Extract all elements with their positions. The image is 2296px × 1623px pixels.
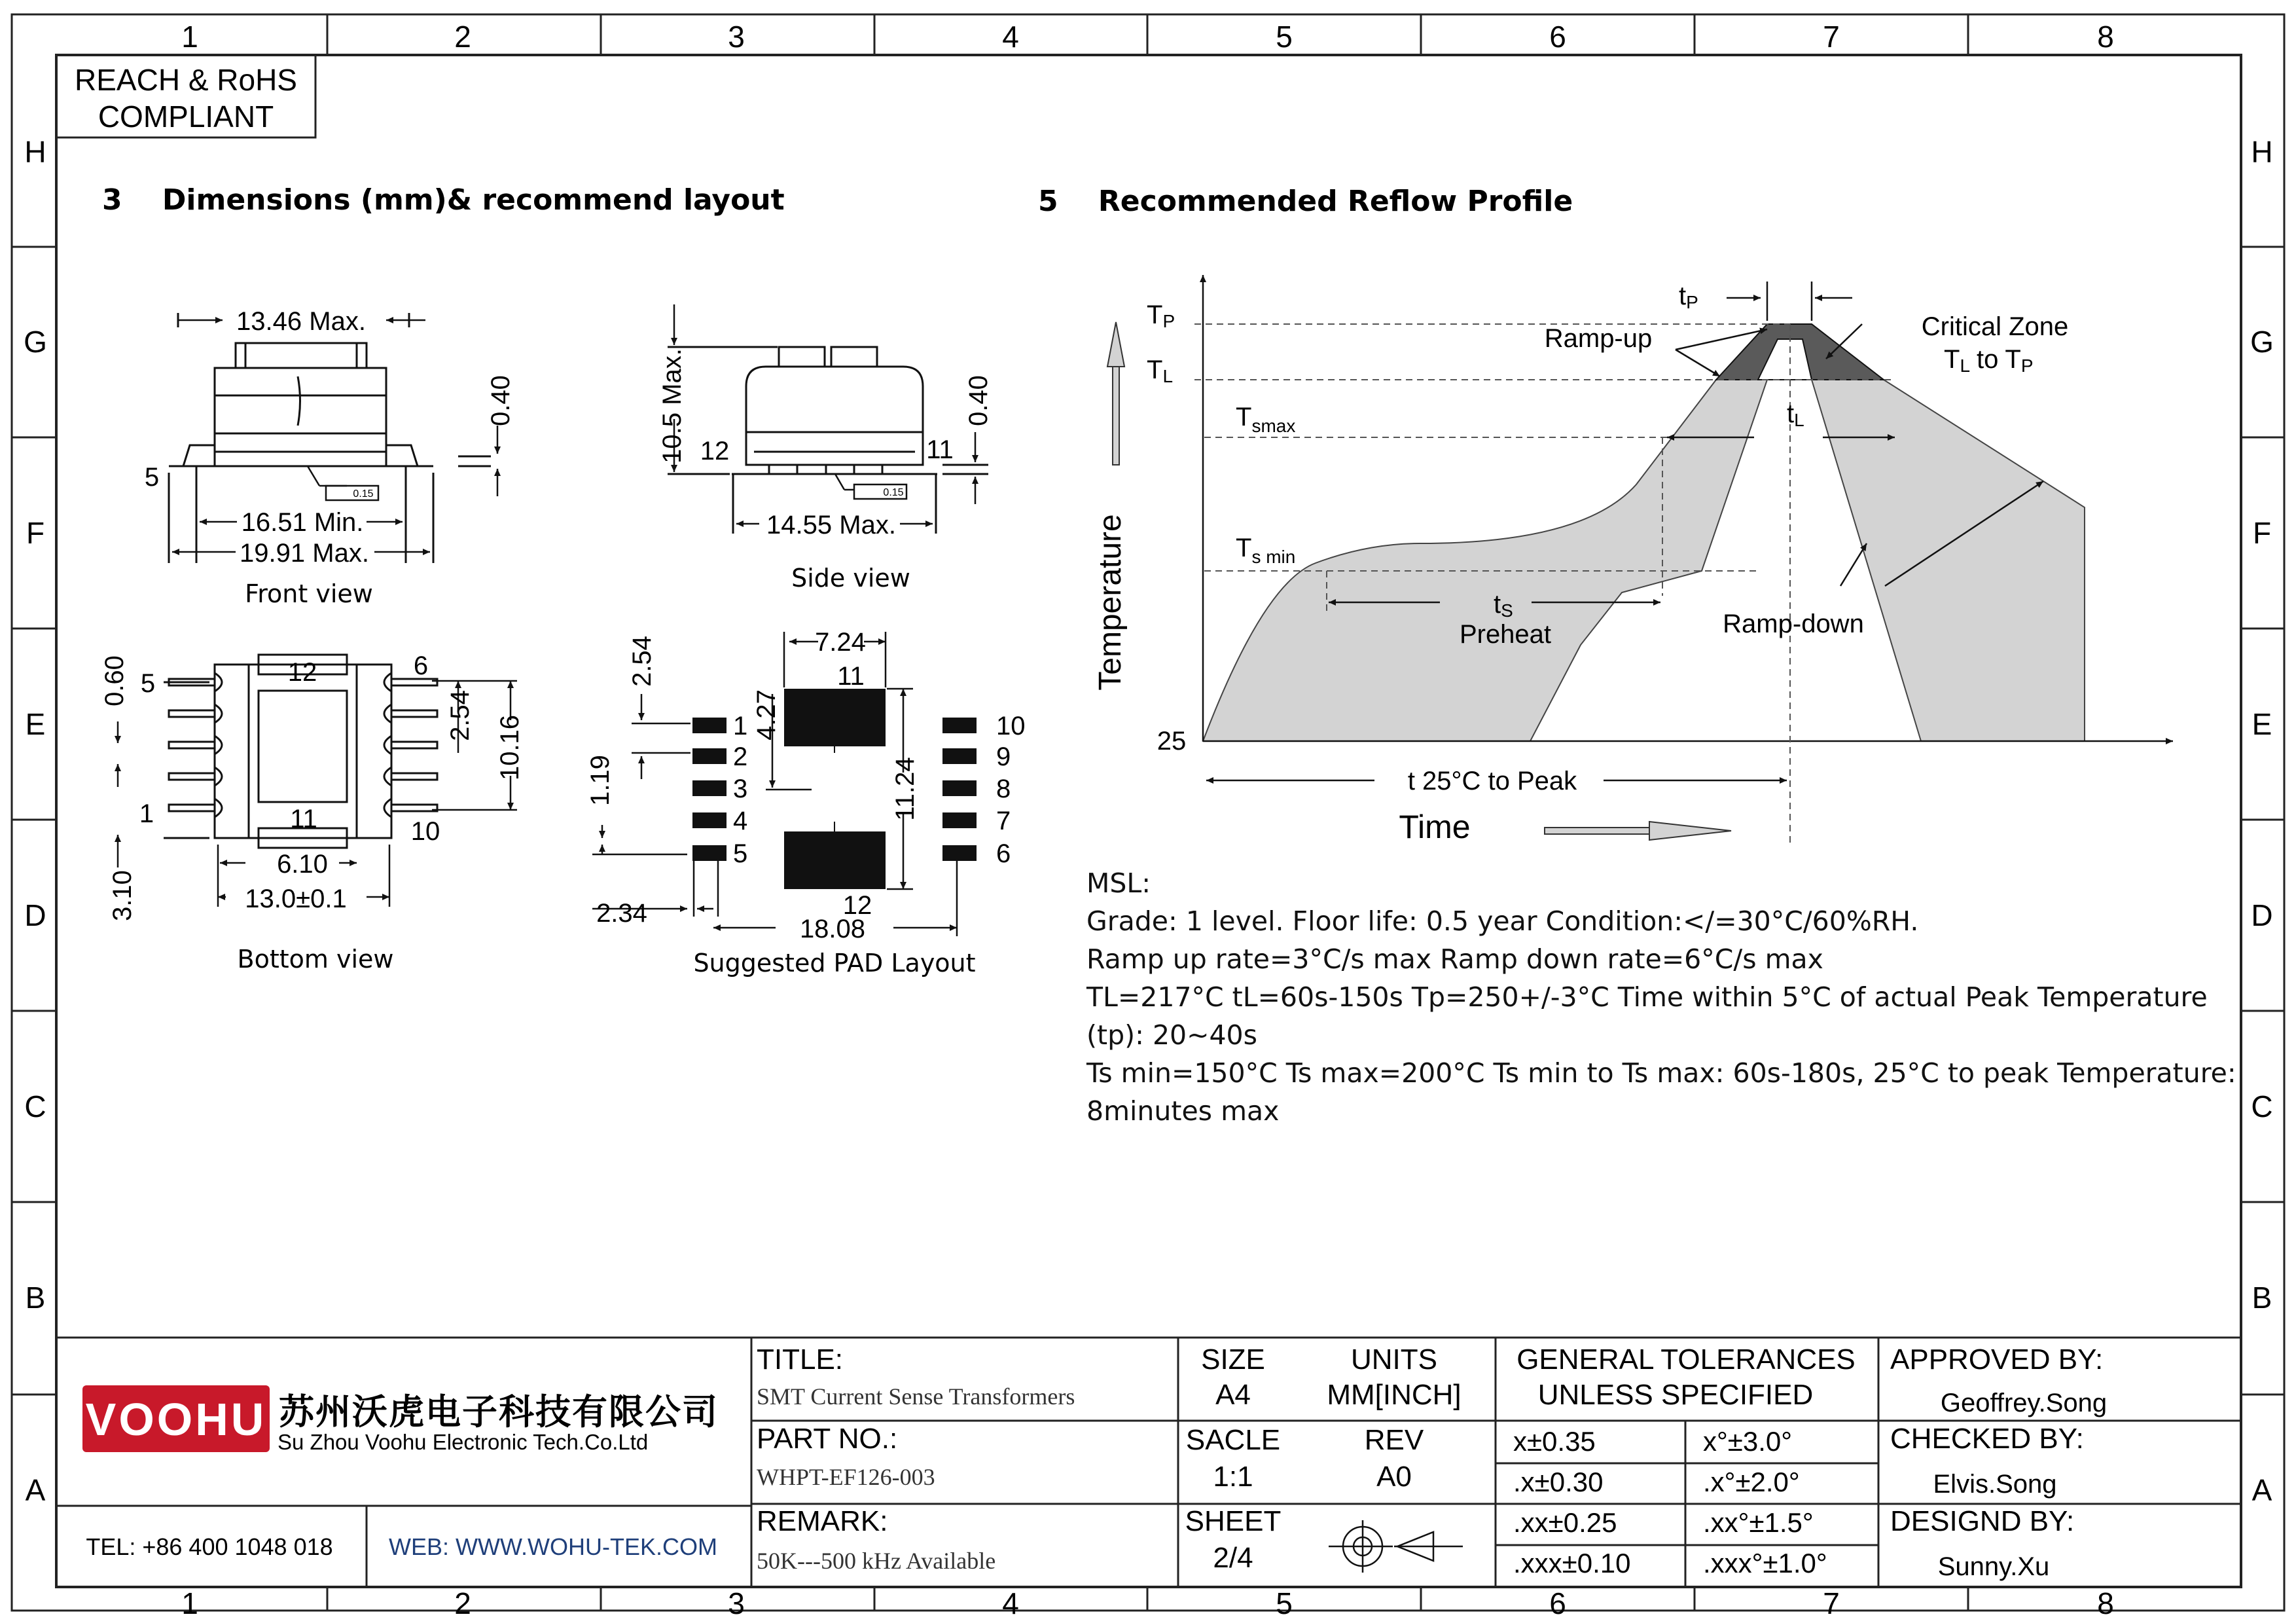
tsmax-sub: smax: [1251, 416, 1296, 436]
t25-peak-label: t 25°C to Peak: [1407, 767, 1577, 795]
tsmin-label: T: [1236, 534, 1252, 562]
svg-text:tL: [1787, 399, 1804, 430]
bottom-view-text: [100, 651, 524, 974]
tolerance-linear: .xx±0.25: [1513, 1507, 1617, 1538]
row-label-left: A: [25, 1473, 46, 1507]
row-label-right: H: [2251, 135, 2273, 169]
website[interactable]: WEB: WWW.WOHU-TEK.COM: [389, 1533, 717, 1560]
title-value: SMT Current Sense Transformers: [757, 1383, 1075, 1410]
remark-value: 50K---500 kHz Available: [757, 1548, 996, 1574]
row-label-left: F: [26, 516, 45, 550]
msl-line-6: Ts min=150°C Ts max=200°C Ts min to Ts max: 60s-180s, 25°C to peak Temperature:: [1086, 1057, 2236, 1089]
col-label-bottom: 8: [2097, 1586, 2114, 1620]
ts-sub: S: [1501, 600, 1513, 621]
tsmin-sub: s min: [1251, 547, 1296, 567]
section5-title: 5 Recommended Reflow Profile: [1038, 185, 1573, 218]
row-labels-left: [24, 135, 47, 1507]
t25-label: 25: [1157, 727, 1187, 756]
pad-right: [942, 718, 977, 733]
pad-right: [942, 812, 977, 828]
front-pin-5: 5: [144, 463, 160, 492]
row-label-right: D: [2251, 898, 2273, 932]
tl-axis: T: [1147, 356, 1163, 384]
badge-line1: REACH & RoHS: [75, 63, 297, 97]
checked-value: Elvis.Song: [1933, 1470, 2057, 1499]
side-dim-width: 14.55 Max.: [766, 511, 896, 539]
part-value: WHPT-EF126-003: [757, 1464, 935, 1490]
pad-dim-1124: 11.24: [891, 757, 920, 821]
row-label-left: E: [25, 707, 46, 741]
col-label-top: 2: [454, 20, 471, 54]
critical-zone-label: Critical Zone: [1921, 312, 2069, 341]
row-label-right: F: [2252, 516, 2272, 550]
col-label-top: 4: [1002, 20, 1019, 54]
msl-line-5: (tp): 20~40s: [1086, 1019, 1257, 1051]
bottom-pin-5: 5: [140, 669, 156, 698]
company-name-cn: 苏州沃虎电子科技有限公司: [279, 1393, 719, 1432]
tolerance-linear: .x±0.30: [1513, 1467, 1604, 1497]
remark-label: REMARK:: [757, 1505, 888, 1537]
bottom-pin-6: 6: [413, 651, 429, 680]
row-label-right: A: [2251, 1473, 2272, 1507]
bottom-dim-254: 2.54: [446, 690, 475, 741]
col-label-bottom: 1: [181, 1586, 198, 1620]
front-view-caption: Front view: [245, 579, 373, 608]
svg-text:Ts min: [1236, 534, 1295, 567]
col-label-bottom: 6: [1549, 1586, 1566, 1620]
pad-11: [784, 689, 886, 746]
front-dim-min: 16.51 Min.: [241, 508, 364, 537]
msl-line-4: TL=217°C tL=60s-150s Tp=250+/-3°C Time within 5°C of actual Peak Temperature: [1086, 981, 2208, 1013]
col-label-top: 1: [181, 20, 198, 54]
pad-left: [692, 845, 726, 861]
company-name-en: Su Zhou Voohu Electronic Tech.Co.Ltd: [278, 1430, 649, 1454]
critical-to: to: [1977, 345, 1999, 374]
designed-label: DESIGND BY:: [1890, 1505, 2075, 1537]
col-label-bottom: 2: [454, 1586, 471, 1620]
designed-value: Sunny.Xu: [1937, 1552, 2050, 1581]
size-value: A4: [1215, 1379, 1251, 1411]
pad-number-left: 3: [733, 775, 748, 803]
pad-left: [692, 748, 726, 764]
sheet-label: SHEET: [1185, 1505, 1282, 1537]
svg-text:TP: [1147, 301, 1175, 331]
compliance-badge: [56, 55, 315, 137]
pad-number-left: 2: [733, 742, 748, 771]
time-axis-label: Time: [1399, 809, 1471, 845]
bottom-dim-310: 3.10: [108, 870, 137, 921]
front-dim-max: 19.91 Max.: [240, 539, 369, 568]
msl-line-3: Ramp up rate=3°C/s max Ramp down rate=6°C/s max: [1086, 943, 1823, 975]
tp-axis-sub: P: [1162, 311, 1175, 331]
tolerance-title-1: GENERAL TOLERANCES: [1516, 1343, 1856, 1376]
scale-value: 1:1: [1213, 1461, 1253, 1493]
svg-text:Tsmax: [1236, 403, 1295, 436]
svg-text:TLtoTP: [1944, 345, 2034, 376]
front-view-text: [145, 307, 515, 608]
col-label-top: 3: [728, 20, 745, 54]
tp-time-sub: P: [1686, 292, 1698, 312]
units-value: MM[INCH]: [1327, 1379, 1462, 1411]
row-label-left: B: [25, 1281, 46, 1315]
col-label-bottom: 5: [1276, 1586, 1293, 1620]
critical-t2: T: [2005, 345, 2021, 374]
pad-dim-234: 2.34: [596, 899, 647, 928]
pad-dim-724: 7.24: [815, 628, 866, 657]
pad-number-left: 1: [733, 712, 748, 740]
critical-t1: T: [1944, 345, 1960, 374]
pad-dim-427: 4.27: [752, 689, 781, 740]
col-label-top: 7: [1823, 20, 1840, 54]
pad-left: [692, 780, 726, 796]
row-labels-right: [2250, 135, 2274, 1507]
bottom-dim-060: 0.60: [100, 655, 129, 706]
rev-value: A0: [1376, 1461, 1412, 1493]
pad-label-11: 11: [837, 662, 865, 691]
side-pin-12: 12: [700, 437, 730, 465]
svg-text:TL: [1147, 356, 1173, 386]
tl-axis-sub: L: [1162, 366, 1174, 386]
temperature-arrow: [1107, 322, 1124, 465]
approved-label: APPROVED BY:: [1890, 1343, 2104, 1376]
tolerance-linear: .xxx±0.10: [1513, 1548, 1631, 1578]
tolerance-angular: x°±3.0°: [1703, 1426, 1793, 1457]
pad-label-12: 12: [842, 891, 872, 920]
units-label: UNITS: [1351, 1343, 1437, 1376]
time-arrow: [1545, 822, 1731, 840]
side-view-caption: Side view: [791, 564, 910, 593]
tsmax-label: T: [1236, 403, 1252, 431]
ts-label: t: [1494, 590, 1501, 619]
pad-number-right: 7: [996, 807, 1011, 835]
pad-right: [942, 845, 977, 861]
row-label-left: H: [24, 135, 46, 169]
bottom-pin-10: 10: [410, 817, 440, 846]
checked-label: CHECKED BY:: [1890, 1423, 2084, 1455]
bottom-dim-1016: 10.16: [495, 714, 524, 781]
side-view-dims: [674, 304, 975, 524]
row-label-left: D: [24, 898, 46, 932]
msl-line-2: Grade: 1 level. Floor life: 0.5 year Condition:</=30°C/60%RH.: [1086, 905, 1919, 937]
ramp-up-label: Ramp-up: [1544, 324, 1653, 353]
critical-sub2: P: [2020, 356, 2034, 376]
side-dim-right: 0.40: [964, 375, 993, 426]
msl-line-7: 8minutes max: [1086, 1095, 1280, 1127]
pad-number-right: 8: [996, 775, 1011, 803]
row-label-right: E: [2251, 707, 2272, 741]
pad-number-left: 4: [733, 807, 748, 835]
bottom-dim-610: 6.10: [277, 850, 328, 879]
row-label-left: C: [24, 1089, 46, 1123]
bottom-pin-11: 11: [290, 805, 317, 833]
row-label-right: C: [2251, 1089, 2273, 1123]
msl-line-1: MSL:: [1086, 867, 1151, 899]
pad-number-left: 5: [733, 839, 748, 868]
pad-number-right: 10: [996, 712, 1026, 740]
tel: TEL: +86 400 1048 018: [86, 1533, 333, 1560]
rev-label: REV: [1364, 1424, 1424, 1456]
tolerance-angular: .xxx°±1.0°: [1703, 1548, 1827, 1578]
tolerance-table: [1513, 1426, 1827, 1578]
approved-value: Geoffrey.Song: [1940, 1389, 2108, 1417]
critical-sub1: L: [1960, 356, 1971, 376]
tolerance-angular: .xx°±1.5°: [1703, 1507, 1814, 1538]
ramp-down-label: Ramp-down: [1723, 610, 1864, 638]
pad-right: [942, 748, 977, 764]
tl-time: t: [1787, 399, 1795, 428]
title-label: TITLE:: [757, 1343, 844, 1376]
front-dim-top: 13.46 Max.: [236, 307, 366, 336]
badge-line2: COMPLIANT: [98, 100, 274, 134]
front-flatness: 0.15: [353, 488, 374, 500]
pad-dim-254: 2.54: [628, 636, 656, 687]
logo-text: VOOHU: [85, 1394, 267, 1445]
pad-dim-119: 1.19: [586, 755, 615, 806]
size-label: SIZE: [1201, 1343, 1265, 1376]
pad-number-right: 9: [996, 742, 1011, 771]
tl-time-sub: L: [1794, 410, 1804, 430]
pad-layout-caption: Suggested PAD Layout: [693, 949, 976, 977]
col-label-bottom: 4: [1002, 1586, 1019, 1620]
side-flatness: 0.15: [883, 487, 904, 498]
scale-label: SACLE: [1185, 1424, 1281, 1456]
pad-left: [692, 812, 726, 828]
row-label-right: G: [2250, 325, 2274, 359]
bottom-view-caption: Bottom view: [237, 945, 394, 974]
front-dim-right: 0.40: [486, 375, 515, 426]
pad-dim-1808: 18.08: [799, 915, 866, 943]
col-label-bottom: 3: [728, 1586, 745, 1620]
preheat-label: Preheat: [1459, 620, 1552, 649]
tp-axis: T: [1147, 301, 1163, 329]
row-label-right: B: [2251, 1281, 2272, 1315]
side-dim-height: 10.5 Max.: [658, 348, 687, 464]
row-label-left: G: [24, 325, 47, 359]
section3-title: 3 Dimensions (mm)& recommend layout: [102, 183, 785, 217]
projection-symbol: [1329, 1520, 1463, 1573]
bottom-pin-12: 12: [287, 658, 317, 687]
pad-12: [784, 831, 886, 889]
pad-right: [942, 780, 977, 796]
side-pin-11: 11: [926, 435, 954, 464]
tolerance-linear: x±0.35: [1513, 1426, 1596, 1457]
bottom-pin-1: 1: [139, 799, 154, 828]
col-label-top: 6: [1549, 20, 1566, 54]
temperature-axis-label: Temperature: [1093, 514, 1128, 691]
pad-number-right: 6: [996, 839, 1011, 868]
sheet-value: 2/4: [1213, 1542, 1253, 1574]
col-label-top: 5: [1276, 20, 1293, 54]
tp-time: t: [1679, 282, 1687, 310]
tolerance-title-2: UNLESS SPECIFIED: [1537, 1379, 1814, 1411]
bottom-dim-130: 13.0±0.1: [245, 884, 347, 913]
svg-text:tP: [1679, 282, 1698, 312]
tolerance-angular: .x°±2.0°: [1703, 1467, 1800, 1497]
company-logo: [82, 1385, 270, 1452]
msl-notes: [1086, 864, 2245, 1130]
pad-left: [692, 718, 726, 733]
pad-layout-text: [586, 628, 1026, 977]
col-label-top: 8: [2097, 20, 2114, 54]
col-label-bottom: 7: [1823, 1586, 1840, 1620]
part-label: PART NO.:: [757, 1423, 898, 1455]
reflow-cooldown-region: [1812, 380, 2085, 741]
